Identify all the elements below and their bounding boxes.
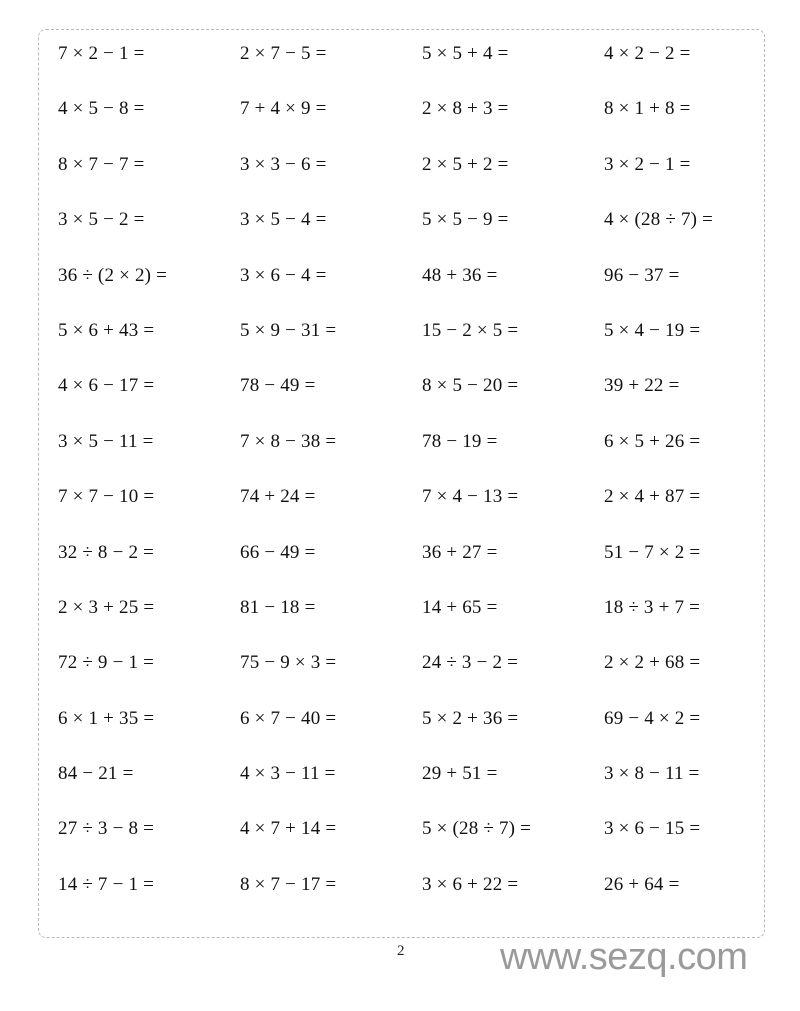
- arithmetic-problem: 3 × 8 − 11 =: [604, 763, 700, 785]
- arithmetic-problem: 32 ÷ 8 − 2 =: [58, 541, 155, 563]
- arithmetic-problem: 5 × 5 − 9 =: [422, 209, 509, 231]
- arithmetic-problem: 4 × (28 ÷ 7) =: [604, 209, 714, 231]
- arithmetic-problem: 2 × 3 + 25 =: [58, 596, 155, 618]
- arithmetic-problem: 5 × 4 − 19 =: [604, 319, 701, 341]
- arithmetic-problem: 14 ÷ 7 − 1 =: [58, 873, 155, 895]
- arithmetic-problem: 78 − 19 =: [422, 430, 498, 452]
- arithmetic-problem: 3 × 6 − 4 =: [240, 264, 327, 286]
- arithmetic-problem: 5 × 6 + 43 =: [58, 319, 155, 341]
- watermark: www.sezq.com: [500, 936, 748, 978]
- arithmetic-problem: 39 + 22 =: [604, 375, 680, 397]
- arithmetic-problem: 2 × 7 − 5 =: [240, 43, 327, 64]
- arithmetic-problem: 72 ÷ 9 − 1 =: [58, 652, 155, 674]
- arithmetic-problem: 6 × 7 − 40 =: [240, 707, 337, 729]
- arithmetic-problem: 5 × (28 ÷ 7) =: [422, 818, 532, 840]
- arithmetic-problem: 8 × 7 − 17 =: [240, 873, 337, 895]
- arithmetic-problem: 96 − 37 =: [604, 264, 680, 286]
- arithmetic-problem: 7 + 4 × 9 =: [240, 98, 327, 120]
- arithmetic-problem: 3 × 2 − 1 =: [604, 153, 691, 175]
- arithmetic-problem: 2 × 2 + 68 =: [604, 652, 701, 674]
- arithmetic-problem: 3 × 5 − 4 =: [240, 209, 327, 231]
- arithmetic-problem: 36 + 27 =: [422, 541, 498, 563]
- arithmetic-problem: 14 + 65 =: [422, 596, 498, 618]
- arithmetic-problem: 4 × 3 − 11 =: [240, 763, 336, 785]
- arithmetic-problem: 26 + 64 =: [604, 873, 680, 895]
- arithmetic-problem: 81 − 18 =: [240, 596, 316, 618]
- arithmetic-problem: 78 − 49 =: [240, 375, 316, 397]
- arithmetic-problem: 75 − 9 × 3 =: [240, 652, 337, 674]
- arithmetic-problem: 3 × 3 − 6 =: [240, 153, 327, 175]
- arithmetic-problem: 7 × 7 − 10 =: [58, 486, 155, 508]
- problem-grid: [58, 40, 778, 926]
- arithmetic-problem: 4 × 6 − 17 =: [58, 375, 155, 397]
- arithmetic-problem: 3 × 6 − 15 =: [604, 818, 701, 840]
- arithmetic-problem: 4 × 7 + 14 =: [240, 818, 337, 840]
- arithmetic-problem: 4 × 2 − 2 =: [604, 43, 691, 64]
- arithmetic-problem: 2 × 4 + 87 =: [604, 486, 701, 508]
- arithmetic-problem: 69 − 4 × 2 =: [604, 707, 701, 729]
- arithmetic-problem: 74 + 24 =: [240, 486, 316, 508]
- arithmetic-problem: 5 × 5 + 4 =: [422, 43, 509, 64]
- arithmetic-problem: 84 − 21 =: [58, 763, 134, 785]
- arithmetic-problem: 3 × 5 − 11 =: [58, 430, 154, 452]
- arithmetic-problem: 3 × 6 + 22 =: [422, 873, 519, 895]
- arithmetic-problem: 4 × 5 − 8 =: [58, 98, 145, 120]
- arithmetic-problem: 66 − 49 =: [240, 541, 316, 563]
- arithmetic-problem: 3 × 5 − 2 =: [58, 209, 145, 231]
- arithmetic-problem: 29 + 51 =: [422, 763, 498, 785]
- arithmetic-problem: 18 ÷ 3 + 7 =: [604, 596, 701, 618]
- arithmetic-problem: 7 × 2 − 1 =: [58, 43, 145, 64]
- arithmetic-problem: 8 × 1 + 8 =: [604, 98, 691, 120]
- arithmetic-problem: 7 × 4 − 13 =: [422, 486, 519, 508]
- arithmetic-problem: 6 × 1 + 35 =: [58, 707, 155, 729]
- arithmetic-problem: 51 − 7 × 2 =: [604, 541, 701, 563]
- arithmetic-problem: 48 + 36 =: [422, 264, 498, 286]
- page-number: 2: [397, 943, 405, 959]
- arithmetic-problem: 2 × 5 + 2 =: [422, 153, 509, 175]
- arithmetic-problem: 27 ÷ 3 − 8 =: [58, 818, 155, 840]
- arithmetic-problem: 8 × 7 − 7 =: [58, 153, 145, 175]
- arithmetic-problem: 8 × 5 − 20 =: [422, 375, 519, 397]
- arithmetic-problem: 36 ÷ (2 × 2) =: [58, 264, 168, 286]
- arithmetic-problem: 5 × 2 + 36 =: [422, 707, 519, 729]
- arithmetic-problem: 6 × 5 + 26 =: [604, 430, 701, 452]
- arithmetic-problem: 5 × 9 − 31 =: [240, 319, 337, 341]
- arithmetic-problem: 2 × 8 + 3 =: [422, 98, 509, 120]
- arithmetic-problem: 15 − 2 × 5 =: [422, 319, 519, 341]
- arithmetic-problem: 7 × 8 − 38 =: [240, 430, 337, 452]
- arithmetic-problem: 24 ÷ 3 − 2 =: [422, 652, 519, 674]
